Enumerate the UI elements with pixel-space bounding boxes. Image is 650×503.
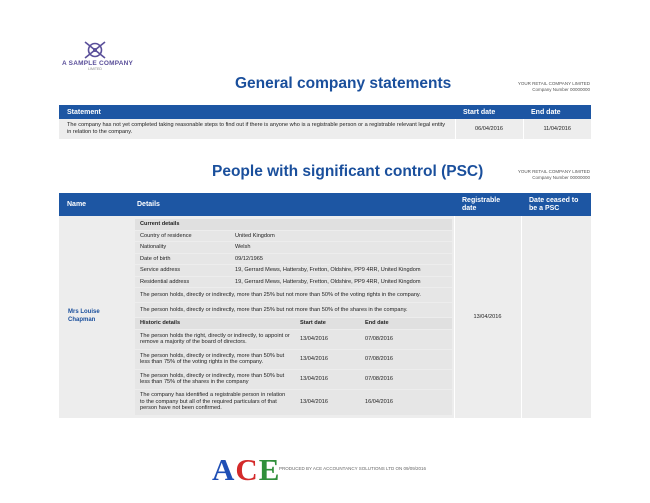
detail-row xyxy=(135,254,452,265)
logo-sub: LIMITED xyxy=(88,67,102,71)
detail-value: Welsh xyxy=(230,242,452,253)
statement-row xyxy=(135,303,452,317)
historic-start: 13/04/2016 xyxy=(295,350,360,369)
historic-text: The person holds the right, directly or indirectly, to appoint or remove a majority of the board of directors. xyxy=(135,330,295,349)
statements-table xyxy=(59,105,591,139)
produced-by: PRODUCED BY ACE ACCOUNTANCY SOLUTIONS LTD ON 09/09/2016 xyxy=(279,466,426,471)
historic-end: 07/08/2016 xyxy=(360,370,452,389)
detail-value: 19, Gerrard Mews, Hattersby, Fretton, Oldshire, PP9 4RR, United Kingdom xyxy=(230,277,452,288)
company-number: Company Number 00000000 xyxy=(532,87,590,92)
historic-row xyxy=(135,370,452,389)
control-statement: The person holds, directly or indirectly, more than 25% but not more than 50% of the voting rights in the company. xyxy=(135,288,452,302)
historic-end: 07/08/2016 xyxy=(360,330,452,349)
detail-label: Date of birth xyxy=(135,254,230,265)
wheel-logo-icon xyxy=(82,40,108,60)
psc-table xyxy=(59,193,591,418)
control-statement: The person holds, directly or indirectly, more than 25% but not more than 50% of the shares in the company. xyxy=(135,303,452,317)
detail-row xyxy=(135,265,452,276)
detail-row xyxy=(135,231,452,242)
statement-start: 06/04/2016 xyxy=(455,119,523,139)
current-details-heading: Current details xyxy=(135,219,452,230)
date-ceased xyxy=(521,216,591,418)
psc-title: People with significant control (PSC) xyxy=(212,163,484,180)
statements-title: General company statements xyxy=(235,75,452,92)
psc-row xyxy=(59,216,591,418)
company-name: YOUR RETAIL COMPANY LIMITED xyxy=(517,169,590,174)
historic-end-heading: End date xyxy=(360,318,452,329)
detail-value: 19, Gerrard Mews, Hattersby, Fretton, Oldshire, PP9 4RR, United Kingdom xyxy=(230,265,452,276)
historic-row xyxy=(135,330,452,349)
col-registrable-date: Registrable date xyxy=(454,193,521,216)
detail-label: Residential address xyxy=(135,277,230,288)
detail-row xyxy=(135,277,452,288)
col-start-date: Start date xyxy=(455,105,523,119)
table-row xyxy=(59,119,591,139)
historic-text: The company has identified a registrable person in relation to the company but all of the required particulars of that person have not been confirmed. xyxy=(135,390,295,415)
registrable-date: 13/04/2016 xyxy=(454,216,521,418)
historic-text: The person holds, directly or indirectly, more than 50% but less than 75% of the voting rights in the company. xyxy=(135,350,295,369)
col-name: Name xyxy=(59,193,129,216)
ace-letter-e: E xyxy=(258,452,281,487)
psc-company-meta xyxy=(518,169,590,181)
company-name: YOUR RETAIL COMPANY LIMITED xyxy=(517,81,590,86)
details-table xyxy=(135,218,452,416)
historic-row xyxy=(135,390,452,415)
detail-value: United Kingdom xyxy=(230,231,452,242)
historic-start: 13/04/2016 xyxy=(295,330,360,349)
col-statement: Statement xyxy=(59,105,455,119)
detail-label: Nationality xyxy=(135,242,230,253)
historic-details-heading: Historic details xyxy=(135,318,295,329)
statement-row xyxy=(135,288,452,302)
company-logo xyxy=(62,40,134,71)
statement-end: 11/04/2016 xyxy=(523,119,591,139)
historic-start: 13/04/2016 xyxy=(295,390,360,415)
statement-text: The company has not yet completed taking reasonable steps to find out if there is anyone who is a registrable person or a registrable relevant legal entity in relation to the company. xyxy=(59,119,455,139)
historic-end: 07/08/2016 xyxy=(360,350,452,369)
historic-text: The person holds, directly or indirectly, more than 50% but less than 75% of the shares in the company xyxy=(135,370,295,389)
detail-label: Country of residence xyxy=(135,231,230,242)
col-date-ceased: Date ceased to be a PSC xyxy=(521,193,591,216)
col-end-date: End date xyxy=(523,105,591,119)
detail-row xyxy=(135,242,452,253)
historic-start-heading: Start date xyxy=(295,318,360,329)
historic-row xyxy=(135,350,452,369)
person-name: Mrs Louise Chapman xyxy=(59,216,129,418)
ace-letter-a: A xyxy=(212,452,236,487)
person-details xyxy=(129,216,454,418)
company-number: Company Number 00000000 xyxy=(532,175,590,180)
historic-end: 16/04/2016 xyxy=(360,390,452,415)
col-details: Details xyxy=(129,193,454,216)
detail-label: Service address xyxy=(135,265,230,276)
ace-logo xyxy=(212,452,280,488)
detail-value: 09/12/1965 xyxy=(230,254,452,265)
ace-letter-c: C xyxy=(235,452,259,487)
historic-start: 13/04/2016 xyxy=(295,370,360,389)
statements-company-meta xyxy=(518,81,590,93)
logo-name: A SAMPLE COMPANY xyxy=(62,60,134,67)
